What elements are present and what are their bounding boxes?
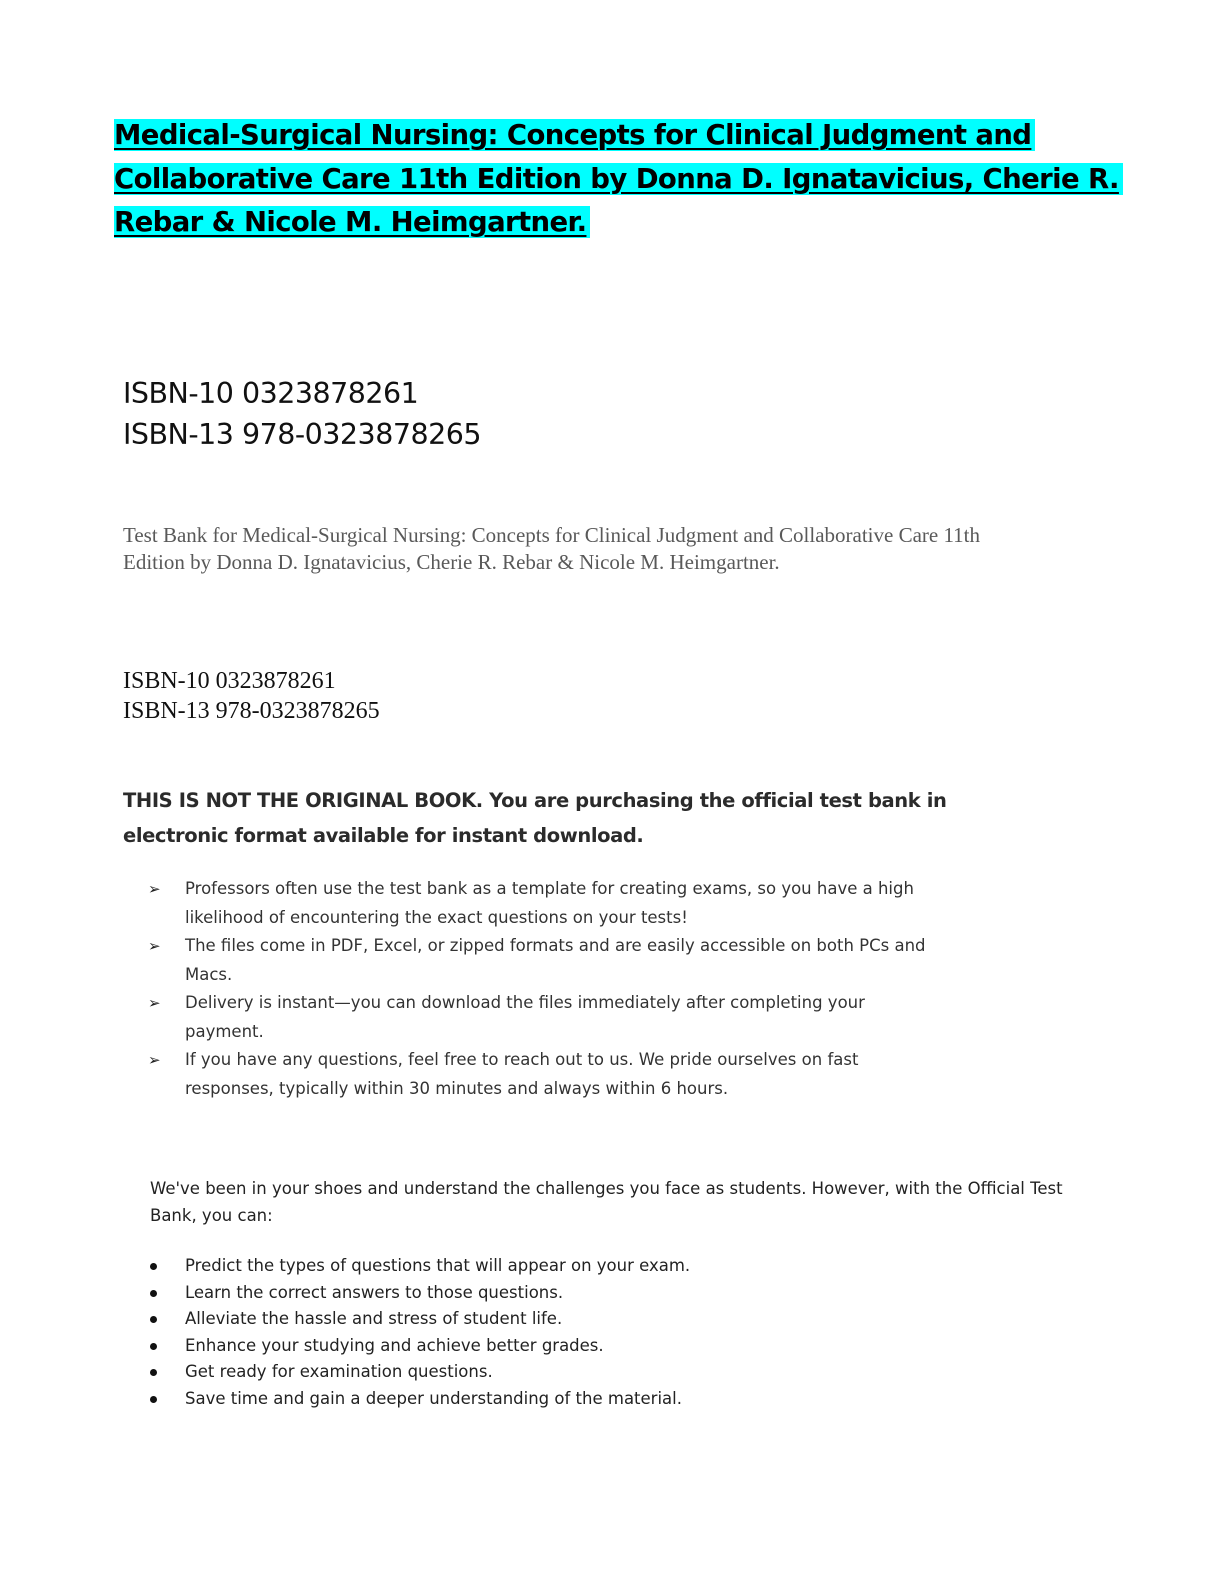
bullet-dot-icon <box>150 1396 157 1403</box>
arrow-bullet-icon: ➢ <box>148 880 161 898</box>
arrow-bullet-icon: ➢ <box>148 1051 161 1069</box>
title-text-highlight: Medical-Surgical Nursing: Concepts for Clinical Judgment and <box>114 119 1035 151</box>
benefits-list <box>148 1253 690 1413</box>
list-item-text: Alleviate the hassle and stress of student life. <box>185 1309 563 1329</box>
list-item <box>148 1333 690 1360</box>
list-item <box>148 1306 690 1333</box>
notice-line: THIS IS NOT THE ORIGINAL BOOK. You are purchasing the official test bank in <box>123 789 947 812</box>
document-title <box>114 114 1119 245</box>
list-item-text: Save time and gain a deeper understanding of the material. <box>185 1388 682 1408</box>
list-item-line: Delivery is instant—you can download the files immediately after completing your <box>185 993 865 1012</box>
list-item-text: Learn the correct answers to those questions. <box>185 1282 564 1302</box>
arrow-bullet-icon: ➢ <box>148 994 161 1012</box>
bullet-dot-icon <box>150 1316 157 1323</box>
isbn-10-label: ISBN-10 0323878261 <box>123 668 336 694</box>
list-item <box>148 1046 968 1103</box>
purchase-notice <box>123 783 983 853</box>
list-item-line: likelihood of encountering the exact questions on your tests! <box>185 907 688 927</box>
list-item <box>148 932 968 989</box>
isbn-block-large <box>123 373 481 455</box>
bullet-dot-icon <box>150 1263 157 1270</box>
feature-list <box>148 875 968 1103</box>
arrow-bullet-icon: ➢ <box>148 937 161 955</box>
list-item <box>148 1280 690 1307</box>
intro-paragraph <box>150 1175 1110 1229</box>
intro-line: Bank, you can: <box>150 1206 273 1225</box>
title-line <box>114 201 1114 245</box>
list-item <box>148 989 968 1046</box>
list-item <box>148 1253 690 1280</box>
list-item-line: payment. <box>185 1021 264 1041</box>
title-line <box>114 114 1114 158</box>
bullet-dot-icon <box>150 1369 157 1376</box>
description-line: Test Bank for Medical-Surgical Nursing: Concepts for Clinical Judgment and Collaborative Care 11th <box>123 523 981 547</box>
list-item-text: Predict the types of questions that will appear on your exam. <box>185 1256 691 1275</box>
list-item-line: If you have any questions, feel free to reach out to us. We pride ourselves on fast <box>185 1050 859 1069</box>
list-item-text: Get ready for examination questions. <box>185 1362 493 1382</box>
list-item <box>148 1386 690 1413</box>
description-line: Edition by Donna D. Ignatavicius, Cherie R. Rebar & Nicole M. Heimgartner. <box>123 550 780 574</box>
list-item-line: Professors often use the test bank as a template for creating exams, so you have a high <box>185 879 914 898</box>
list-item <box>148 1359 690 1386</box>
isbn-13-label: ISBN-13 978-0323878265 <box>123 418 481 451</box>
title-line <box>114 158 1119 202</box>
list-item <box>148 875 968 932</box>
title-text-highlight: Collaborative Care 11th Edition by Donna D. Ignatavicius, Cherie R. <box>114 163 1123 195</box>
intro-line: We've been in your shoes and understand the challenges you face as students. However, with the Official Test <box>150 1179 1063 1198</box>
isbn-10-label: ISBN-10 0323878261 <box>123 377 419 410</box>
bullet-dot-icon <box>150 1290 157 1297</box>
test-bank-description <box>123 522 1113 576</box>
title-text-highlight: Rebar & Nicole M. Heimgartner. <box>114 206 590 238</box>
notice-line: electronic format available for instant download. <box>123 824 644 847</box>
list-item-line: responses, typically within 30 minutes and always within 6 hours. <box>185 1078 729 1098</box>
list-item-line: The files come in PDF, Excel, or zipped formats and are easily accessible on both PCs and <box>185 936 926 955</box>
bullet-dot-icon <box>150 1343 157 1350</box>
list-item-text: Enhance your studying and achieve better grades. <box>185 1335 604 1355</box>
list-item-line: Macs. <box>185 964 233 984</box>
isbn-13-label: ISBN-13 978-0323878265 <box>123 698 380 724</box>
isbn-block-small <box>123 666 380 726</box>
